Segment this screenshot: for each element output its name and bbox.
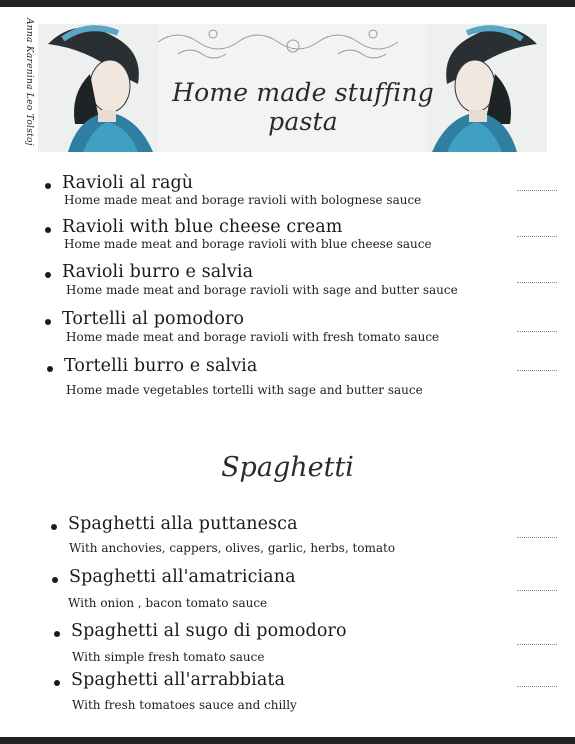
- bullet-icon: [54, 680, 60, 686]
- price-leader: [517, 644, 557, 645]
- item-description: With anchovies, cappers, olives, garlic, herbs, tomato: [69, 541, 396, 555]
- price-leader: [517, 686, 557, 687]
- item-name: Spaghetti al sugo di pomodoro: [71, 621, 347, 641]
- item-name: Tortelli burro e salvia: [64, 356, 258, 376]
- item-description: With simple fresh tomato sauce: [72, 650, 265, 664]
- item-description: With onion , bacon tomato sauce: [68, 596, 268, 610]
- bullet-icon: [45, 272, 51, 278]
- bullet-icon: [51, 524, 57, 530]
- bullet-icon: [45, 319, 51, 325]
- item-name: Spaghetti all'arrabbiata: [71, 670, 286, 690]
- price-leader: [517, 190, 557, 191]
- item-description: Home made meat and borage ravioli with fresh tomato sauce: [66, 330, 440, 344]
- artist-credit: Anna Karenina Leo Tolstoj: [24, 18, 34, 146]
- bullet-icon: [54, 631, 60, 637]
- item-name: Spaghetti alla puttanesca: [68, 514, 298, 534]
- item-name: Ravioli with blue cheese cream: [62, 217, 343, 237]
- bullet-icon: [47, 366, 53, 372]
- bullet-icon: [45, 183, 51, 189]
- item-name: Ravioli burro e salvia: [62, 262, 254, 282]
- price-leader: [517, 370, 557, 371]
- banner-title: Home made stuffing pasta: [172, 78, 434, 136]
- bottom-border: [0, 737, 575, 744]
- price-leader: [517, 537, 557, 538]
- left-portrait: [38, 24, 158, 152]
- item-description: Home made meat and borage ravioli with blue cheese sauce: [64, 237, 432, 251]
- section-title-spaghetti: Spaghetti: [221, 452, 354, 483]
- item-description: Home made vegetables tortelli with sage and butter sauce: [66, 383, 423, 397]
- item-description: With fresh tomatoes sauce and chilly: [72, 698, 297, 712]
- item-name: Spaghetti all'amatriciana: [69, 567, 296, 587]
- header-banner: [38, 24, 547, 152]
- price-leader: [517, 282, 557, 283]
- item-description: Home made meat and borage ravioli with bolognese sauce: [64, 193, 422, 207]
- item-name: Ravioli al ragù: [62, 173, 194, 193]
- item-name: Tortelli al pomodoro: [62, 309, 245, 329]
- item-description: Home made meat and borage ravioli with sage and butter sauce: [66, 283, 458, 297]
- bullet-icon: [52, 577, 58, 583]
- price-leader: [517, 590, 557, 591]
- price-leader: [517, 236, 557, 237]
- price-leader: [517, 331, 557, 332]
- top-border: [0, 0, 575, 7]
- bullet-icon: [45, 227, 51, 233]
